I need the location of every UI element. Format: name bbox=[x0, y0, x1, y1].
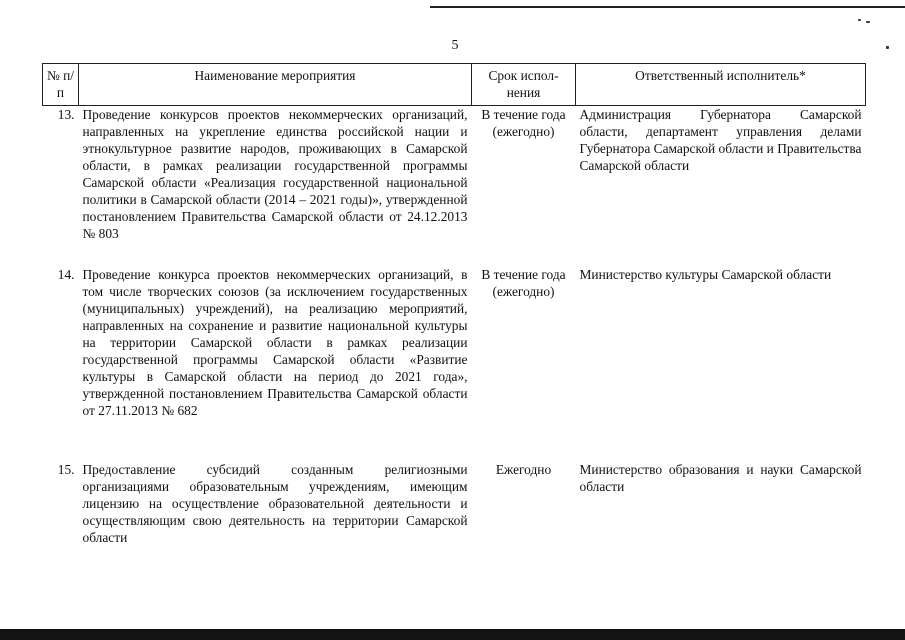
events-table bbox=[42, 63, 866, 561]
event-responsible: Министерство образования и науки Самарской области bbox=[579, 462, 862, 494]
row-number: 15. bbox=[57, 462, 75, 477]
header-responsible bbox=[576, 64, 866, 106]
header-responsible-label: Ответственный исполнитель* bbox=[635, 68, 806, 83]
event-responsible: Министерство культуры Самарской области bbox=[579, 267, 832, 282]
event-name: Предоставление субсидий созданным религиозными организациями образовательным учреждениям, имеющим лицензию на осуществление образовательной деятельности и осуществляющим свою деятельность на территории Самарской области bbox=[82, 462, 468, 545]
event-responsible: Администрация Губернатора Самарской области, департамент управления делами Губернатора Самарской области и Правительства Самарской области bbox=[579, 107, 862, 173]
event-name: Проведение конкурса проектов некоммерческих организаций, в том числе творческих союзов (за исключением государственных (муниципальных) учреждений), на реализацию мероприятий, направленных на сохранение и развитие национальной культуры на территории Самарской области в рамках реализации государственной программы Самарской области «Развитие культуры в Самарской области на период до 2021 года», утвержденной постановлением Правительства Самарской области от 27.11.2013 № 682 bbox=[82, 267, 468, 418]
header-number-label: № п/п bbox=[47, 68, 75, 100]
bottom-scan-bar bbox=[0, 629, 905, 640]
table-row bbox=[43, 461, 866, 561]
header-number bbox=[43, 64, 79, 106]
scan-speck-mark bbox=[886, 46, 889, 49]
table-row bbox=[43, 106, 866, 267]
table-header-row bbox=[43, 64, 866, 106]
header-deadline-label: Срок испол-нения bbox=[488, 68, 559, 100]
header-event-name-label: Наименование мероприятия bbox=[194, 68, 356, 83]
row-number: 14. bbox=[57, 267, 75, 282]
scan-speck-mark bbox=[866, 21, 870, 23]
top-border-line bbox=[430, 6, 905, 8]
table-row bbox=[43, 266, 866, 461]
event-deadline: В течение года (ежегодно) bbox=[481, 267, 566, 299]
row-number: 13. bbox=[57, 107, 75, 122]
scan-speck-mark bbox=[858, 19, 861, 21]
event-deadline: Ежегодно bbox=[495, 462, 552, 477]
event-name: Проведение конкурсов проектов некоммерческих организаций, направленных на укрепление единства российской нации и этнокультурное развитие народов, проживающих в Самарской области, в рамках реализации государственной программы Самарской области «Реализация государственной национальной политики в Самарской области (2014 – 2021 годы)», утвержденной постановлением Правительства Самарской области от 24.12.2013 № 803 bbox=[82, 107, 468, 241]
event-deadline: В течение года (ежегодно) bbox=[481, 107, 566, 139]
header-deadline bbox=[472, 64, 576, 106]
page-number: 5 bbox=[451, 38, 459, 53]
header-event-name bbox=[79, 64, 472, 106]
